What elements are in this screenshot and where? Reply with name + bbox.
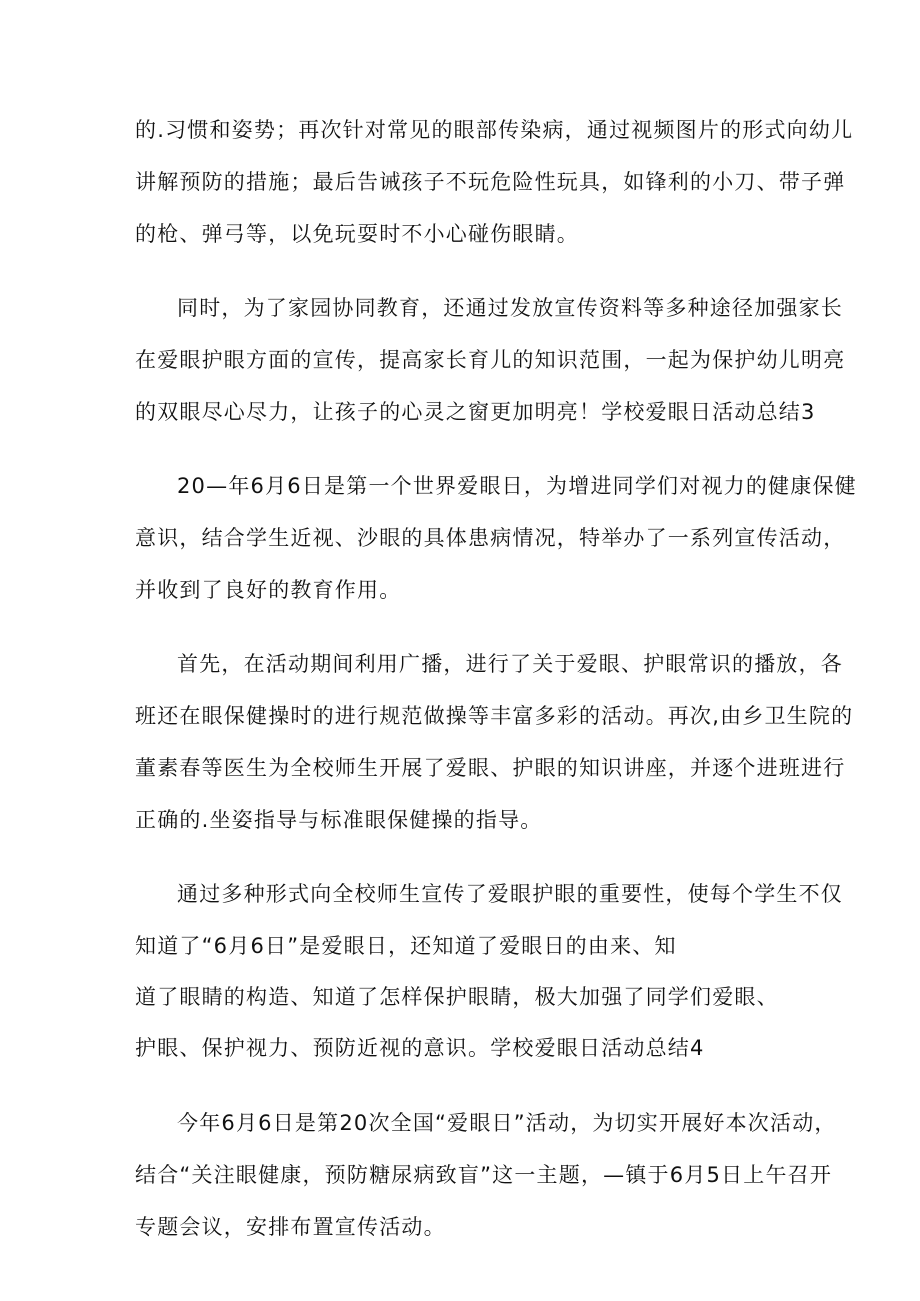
text-line: 并收到了良好的教育作用。 — [135, 578, 402, 602]
text-line: 结合“关注眼健康，预防糖尿病致盲”这一主题，—镇于6月5日上午召开 — [135, 1163, 833, 1187]
text-line: 董素春等医生为全校师生开展了爱眼、护眼的知识讲座，并逐个进班进行 — [135, 756, 846, 780]
text-line: 正确的.坐姿指导与标准眼保健操的指导。 — [135, 808, 543, 832]
paragraph-first-line: 20—年6月6日是第一个世界爱眼日，为增进同学们对视力的健康保健 — [177, 474, 857, 498]
text-line: 的双眼尽心尽力，让孩子的心灵之窗更加明亮！学校爱眼日活动总结3 — [135, 400, 816, 424]
text-line: 意识，结合学生近视、沙眼的具体患病情况，特举办了一系列宣传活动， — [135, 526, 846, 550]
paragraph-first-line: 同时，为了家园协同教育，还通过发放宣传资料等多种途径加强家长 — [177, 296, 843, 320]
text-line: 的.习惯和姿势；再次针对常见的眼部传染病，通过视频图片的形式向幼儿 — [135, 118, 854, 142]
text-line: 道了眼睛的构造、知道了怎样保护眼睛，极大加强了同学们爱眼、 — [135, 985, 779, 1009]
text-line: 在爱眼护眼方面的宣传，提高家长育儿的知识范围，一起为保护幼儿明亮 — [135, 348, 846, 372]
paragraph-first-line: 今年6月6日是第20次全国“爱眼日”活动，为切实开展好本次活动， — [177, 1111, 837, 1135]
paragraph-first-line: 通过多种形式向全校师生宣传了爱眼护眼的重要性，使每个学生不仅 — [177, 882, 843, 906]
text-line: 讲解预防的措施；最后告诫孩子不玩危险性玩具，如锋利的小刀、带子弹 — [135, 170, 846, 194]
paragraph-first-line: 首先，在活动期间利用广播，进行了关于爱眼、护眼常识的播放，各 — [177, 652, 843, 676]
text-line: 知道了“6月6日”是爱眼日，还知道了爱眼日的由来、知 — [135, 934, 677, 958]
text-line: 护眼、保护视力、预防近视的意识。学校爱眼日活动总结4 — [135, 1036, 705, 1060]
text-line: 班还在眼保健操时的进行规范做操等丰富多彩的活动。再次,由乡卫生院的 — [135, 704, 854, 728]
text-line: 专题会议，安排布置宣传活动。 — [135, 1215, 446, 1239]
text-line: 的枪、弹弓等，以免玩耍时不小心碰伤眼睛。 — [135, 222, 579, 246]
